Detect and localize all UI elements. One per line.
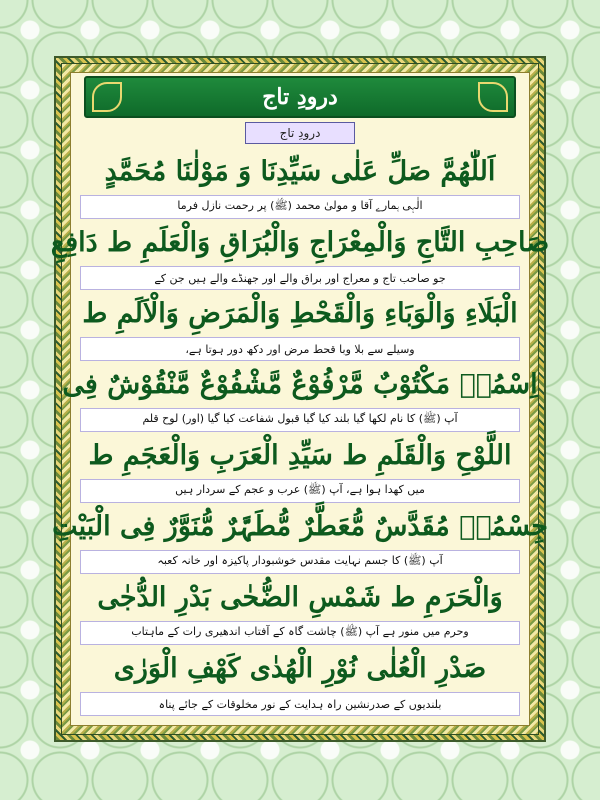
page-subtitle: درودِ تاج — [279, 126, 321, 140]
urdu-translation-line: آپ (ﷺ) کا نام لکھا گیا بلند کیا گیا قبول شفاعت کیا گیا (اور) لوح قلم — [80, 408, 520, 432]
subtitle-box — [245, 122, 355, 144]
urdu-translation-line: وسیلے سے بلا وبا قحط مرض اور دکھ دور ہوتا ہے، — [80, 337, 520, 361]
arabic-verse-line: الْبَلَاءِ وَالْوَبَاءِ وَالْقَحْطِ وَالْمَرَضِ وَالْاَلَمِ ط — [78, 290, 522, 337]
urdu-translation-line: الٰہی ہمارے آقا و مولیٰ محمد (ﷺ) پر رحمت نازل فرما — [80, 195, 520, 219]
arabic-verse-line: جِسْمُہٗ مُقَدَّسٌ مُّعَطَّرٌ مُّطَہَّرٌ مُّنَوَّرٌ فِی الْبَیْتِ — [78, 503, 522, 550]
urdu-translation-line: بلندیوں کے صدرنشین راہ ہدایت کے نور مخلوقات کے جائے پناہ — [80, 692, 520, 716]
verse-list — [50, 148, 550, 716]
arabic-verse-line: اللَّوْحِ وَالْقَلَمِ ط سَیِّدِ الْعَرَبِ وَالْعَجَمِ ط — [78, 432, 522, 479]
urdu-translation-line: وحرم میں منور ہے آپ (ﷺ) چاشت گاہ کے آفتاب اندھیری رات کے ماہتاب — [80, 621, 520, 645]
urdu-translation-line: جو صاحب تاج و معراج اور براق والے اور جھنڈے والے ہیں جن کے — [80, 266, 520, 290]
ornamental-frame — [50, 58, 550, 740]
urdu-translation-line: میں کھدا ہوا ہے، آپ (ﷺ) عرب و عجم کے سردار ہیں — [80, 479, 520, 503]
inner-border — [50, 64, 550, 734]
arabic-verse-line: وَالْحَرَمِ ط شَمْسِ الضُّحٰی بَدْرِ الدُّجٰی — [78, 574, 522, 621]
page-content — [50, 72, 550, 726]
title-banner — [84, 76, 516, 118]
urdu-translation-line: آپ (ﷺ) کا جسم نہایت مقدس خوشبودار پاکیزہ اور خانہ کعبہ — [80, 550, 520, 574]
page-title: درودِ تاج — [262, 84, 338, 110]
arabic-verse-line: اَللّٰھُمَّ صَلِّ عَلٰی سَیِّدِنَا وَ مَوْلٰنَا مُحَمَّدٍ — [78, 148, 522, 195]
arabic-verse-line: صَاحِبِ التَّاجِ وَالْمِعْرَاجِ وَالْبُرَاقِ وَالْعَلَمِ ط دَافِعِ — [78, 219, 522, 266]
arabic-verse-line: صَدْرِ الْعُلٰی نُوْرِ الْھُدٰی کَھْفِ الْوَرٰی — [78, 645, 522, 692]
arabic-verse-line: اِسْمُہٗ مَکْتُوْبٌ مَّرْفُوْعٌ مَّشْفُوْعٌ مَّنْقُوْشٌ فِی — [78, 361, 522, 408]
